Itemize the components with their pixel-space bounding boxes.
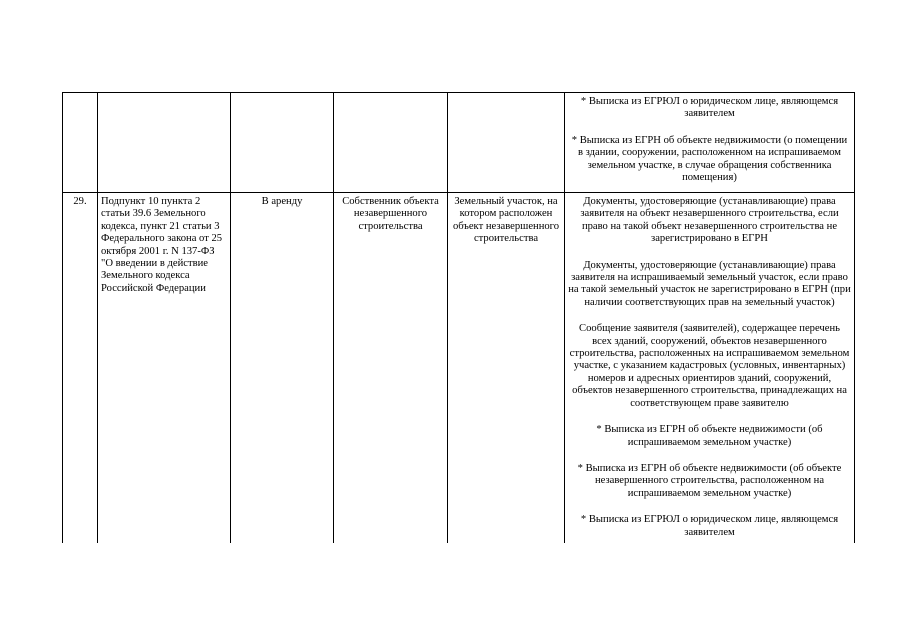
document-item: * Выписка из ЕГРЮЛ о юридическом лице, являющемся заявителем xyxy=(580,514,839,538)
document-item: Документы, удостоверяющие (устанавливающие) права заявителя на испрашиваемый земельный участок, если право на такой земельный участок не зарегистрировано в ЕГРН (при наличии соответствующих прав на земельный участок) xyxy=(568,259,851,308)
documents-cell xyxy=(565,93,855,193)
type-cell xyxy=(231,93,334,193)
land-plot-description: Земельный участок, на котором расположен объект незавершенного строительства xyxy=(448,193,565,543)
table-row xyxy=(63,93,855,193)
document-item: * Выписка из ЕГРЮЛ о юридическом лице, являющемся заявителем xyxy=(580,96,839,120)
table-row xyxy=(63,193,855,543)
row-number: 29. xyxy=(63,193,98,543)
document-item: Документы, удостоверяющие (устанавливающие) права заявителя на объект незавершенного строительства, если право на такой объект незавершенного строительства не зарегистрировано в ЕГРН xyxy=(580,196,839,245)
documents-cell xyxy=(565,193,855,543)
basis-cell xyxy=(98,93,231,193)
land-cell xyxy=(448,93,565,193)
document-item: * Выписка из ЕГРН об объекте недвижимости (об испрашиваемом земельном участке) xyxy=(596,424,823,448)
number-cell xyxy=(63,93,98,193)
document-item: Сообщение заявителя (заявителей), содержащее перечень всех зданий, сооружений, объектов незавершенного строительства, расположенных на испрашиваемом земельном участке, с указанием кадастровых (условных, инвентарных) номеров и адресных ориентиров зданий, сооружений, объектов незавершенного строительства, принадлежащих на соответствующем праве заявителю xyxy=(569,323,850,409)
document-item: * Выписка из ЕГРН об объекте недвижимости (об объекте незавершенного строительства, расположенном на испрашиваемом земельном участке) xyxy=(577,462,842,499)
provision-type: В аренду xyxy=(231,193,334,543)
legal-basis: Подпункт 10 пункта 2 статьи 39.6 Земельного кодекса, пункт 21 статьи 3 Федерального закона от 25 октября 2001 г. N 137-ФЗ "О введении в действие Земельного кодекса Российской Федерации xyxy=(98,193,231,543)
document-item: * Выписка из ЕГРН об объекте недвижимости (о помещении в здании, сооружении, расположенном на испрашиваемом земельном участке, в случае обращения собственника помещения) xyxy=(571,134,848,184)
applicant-category: Собственник объекта незавершенного строительства xyxy=(334,193,448,543)
applicant-cell xyxy=(334,93,448,193)
documents-table xyxy=(62,92,855,543)
